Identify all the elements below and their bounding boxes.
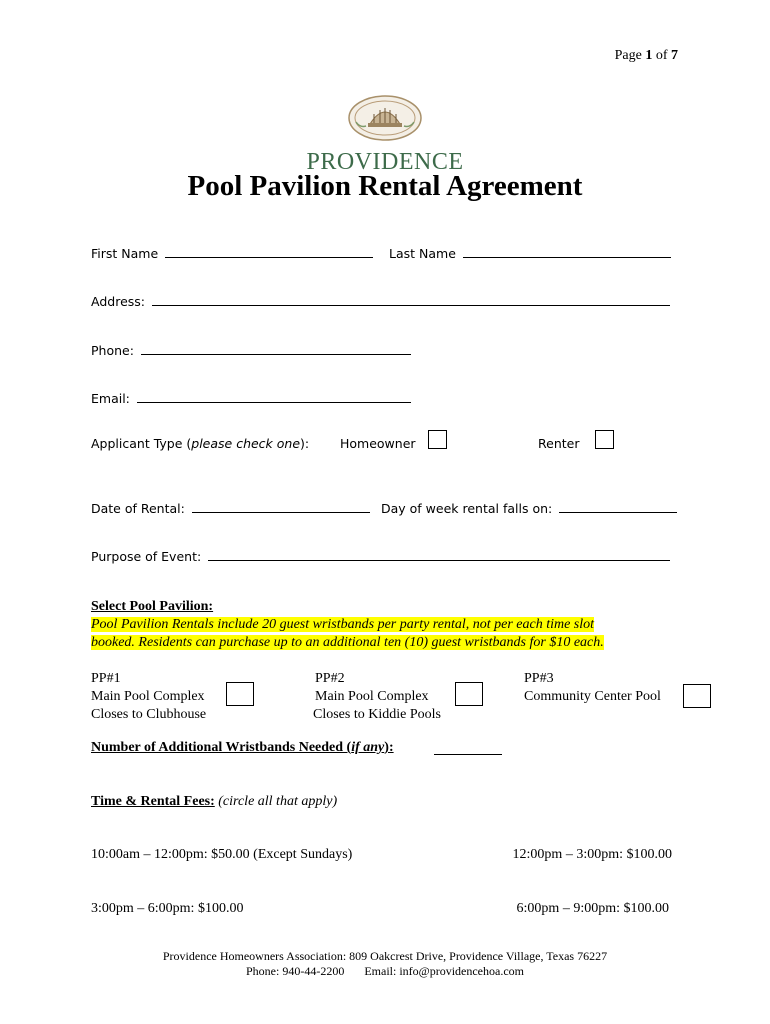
- footer-address: Providence Homeowners Association: 809 Oakcrest Drive, Providence Village, Texas 76227: [162, 949, 608, 963]
- email-label: Email:: [91, 391, 130, 406]
- pp2-line1: Main Pool Complex: [315, 689, 429, 704]
- page-current: 1: [645, 48, 653, 63]
- providence-logo: [300, 92, 470, 175]
- last-name-row: [389, 243, 671, 261]
- wristbands-label: Number of Additional Wristbands Needed (if any):: [91, 740, 394, 755]
- phone-label: Phone:: [91, 343, 134, 358]
- date-of-rental-row: [91, 498, 370, 516]
- fee-slot-3[interactable]: 3:00pm – 6:00pm: $100.00: [91, 901, 244, 916]
- fee-slot-4[interactable]: 6:00pm – 9:00pm: $100.00: [516, 901, 669, 916]
- purpose-row: [91, 546, 670, 564]
- pp3-id: PP#3: [524, 671, 554, 686]
- address-field[interactable]: [152, 291, 670, 306]
- pp1-option: [91, 670, 206, 724]
- fees-heading: Time & Rental Fees:: [91, 794, 215, 809]
- pp2-id: PP#2: [315, 671, 345, 686]
- page-prefix: Page: [614, 48, 642, 63]
- fee-slot-1[interactable]: 10:00am – 12:00pm: $50.00 (Except Sundays): [91, 847, 353, 862]
- pavilion-note-line1: Pool Pavilion Rentals include 20 guest wristbands per party rental, not per each time slot: [91, 617, 595, 632]
- pp1-line1: Main Pool Complex: [91, 689, 205, 704]
- day-of-week-field[interactable]: [559, 498, 677, 513]
- page-of: of: [655, 48, 668, 63]
- address-row: [91, 291, 670, 309]
- last-name-label: Last Name: [389, 246, 456, 261]
- pp2-checkbox[interactable]: [455, 682, 483, 706]
- email-field[interactable]: [137, 388, 411, 403]
- phone-field[interactable]: [141, 340, 411, 355]
- page-number: [615, 48, 678, 64]
- renter-checkbox[interactable]: [595, 430, 614, 449]
- pp2-option: [313, 670, 441, 724]
- pp1-id: PP#1: [91, 671, 121, 686]
- pp3-option: [524, 670, 661, 706]
- page-total: 7: [671, 48, 678, 63]
- page-title: Pool Pavilion Rental Agreement: [187, 170, 583, 202]
- footer-contact: [0, 964, 770, 979]
- email-row: [91, 388, 411, 406]
- day-of-week-label: Day of week rental falls on:: [381, 501, 553, 516]
- purpose-field[interactable]: [208, 546, 670, 561]
- pp3-line1: Community Center Pool: [524, 689, 661, 704]
- fees-heading-row: [91, 794, 337, 810]
- logo-wordmark: PROVIDENCE: [306, 149, 464, 175]
- purpose-label: Purpose of Event:: [91, 549, 202, 564]
- day-of-week-row: [381, 498, 677, 516]
- pp1-checkbox[interactable]: [226, 682, 254, 706]
- renter-label: Renter: [538, 436, 580, 451]
- homeowner-label: Homeowner: [340, 436, 416, 451]
- footer-phone: Phone: 940-44-2200: [246, 964, 345, 978]
- last-name-field[interactable]: [463, 243, 671, 258]
- applicant-type-label: Applicant Type (please check one):: [91, 436, 310, 451]
- phone-row: [91, 340, 411, 358]
- pp1-line2: Closes to Clubhouse: [91, 707, 207, 722]
- pavilion-note-line2: booked. Residents can purchase up to an additional ten (10) guest wristbands for $10 each.: [91, 635, 604, 650]
- homeowner-checkbox[interactable]: [428, 430, 447, 449]
- fees-note: (circle all that apply): [218, 794, 338, 809]
- first-name-label: First Name: [91, 246, 159, 261]
- pavilion-heading: Select Pool Pavilion:: [91, 599, 214, 614]
- first-name-field[interactable]: [165, 243, 373, 258]
- first-name-row: [91, 243, 373, 261]
- pp2-line2: Closes to Kiddie Pools: [313, 707, 441, 722]
- dome-seal-icon: [300, 92, 470, 142]
- date-of-rental-field[interactable]: [192, 498, 370, 513]
- wristbands-field[interactable]: [434, 740, 502, 755]
- fee-slot-2[interactable]: 12:00pm – 3:00pm: $100.00: [512, 847, 672, 862]
- date-of-rental-label: Date of Rental:: [91, 501, 185, 516]
- address-label: Address:: [91, 294, 145, 309]
- footer-email: Email: info@providencehoa.com: [364, 964, 524, 978]
- pp3-checkbox[interactable]: [683, 684, 711, 708]
